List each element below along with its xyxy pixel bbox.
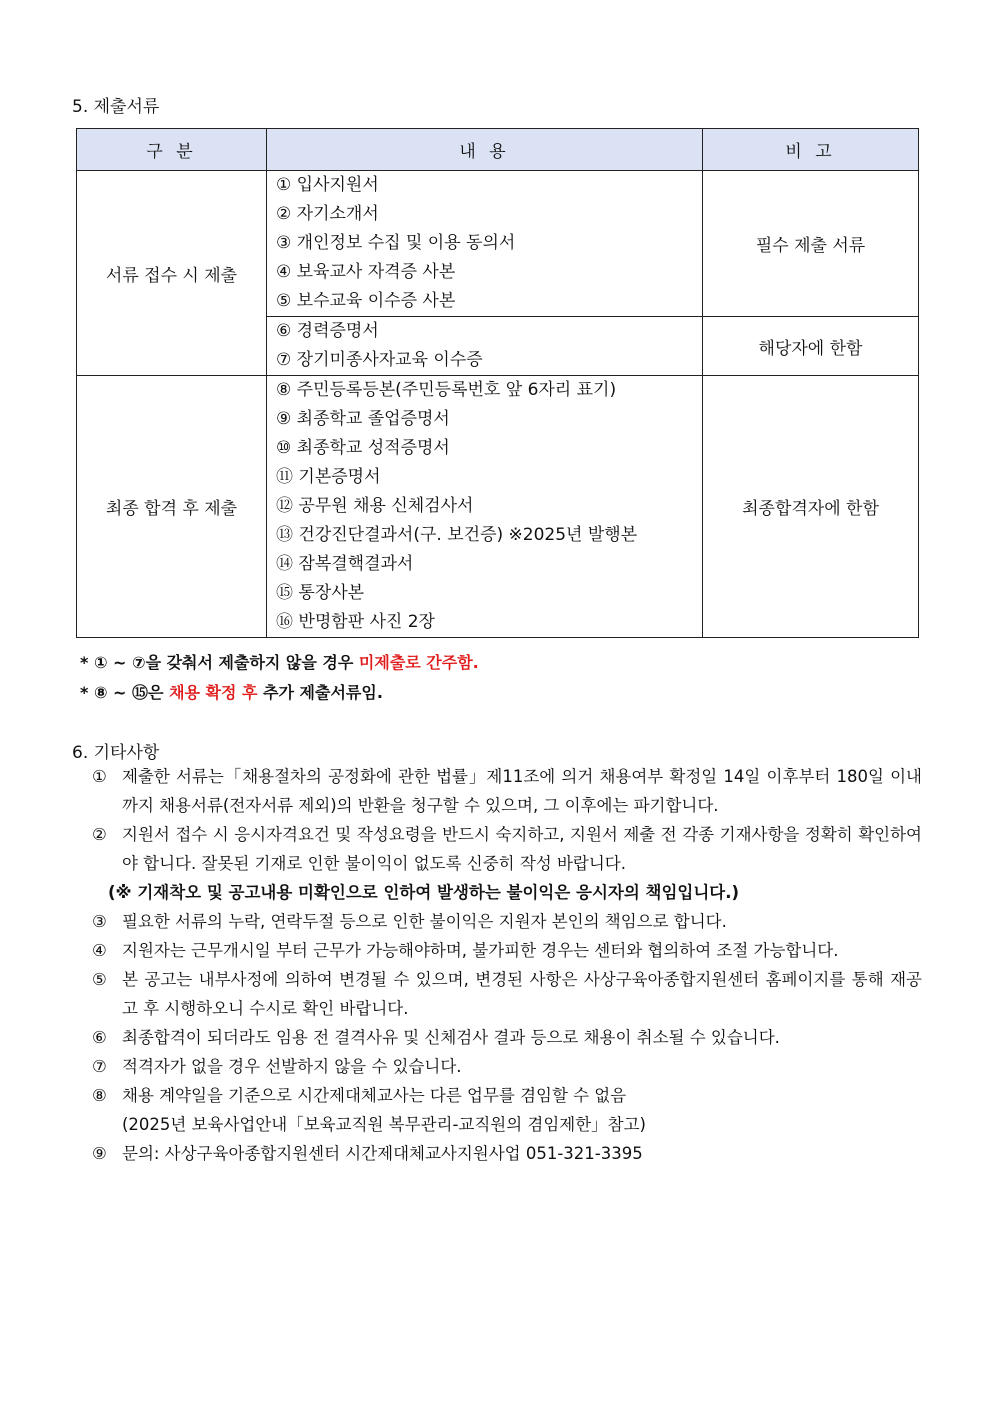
item-number: ① <box>92 767 107 786</box>
item-text <box>122 1081 922 1139</box>
item-number: ④ <box>92 941 107 960</box>
section-5-title: 5. 제출서류 <box>72 97 160 117</box>
list-item <box>92 1139 922 1168</box>
item-text: 지원서 접수 시 응시자격요건 및 작성요령을 반드시 숙지하고, 지원서 제출 전 각종 기재사항을 정확히 확인하여야 합니다. 잘못된 기재로 인한 불이익이 없도록 신중히 작성 바랍니다. <box>122 825 922 873</box>
list-item: ⑫ 공무원 채용 신체검사서 <box>276 496 474 516</box>
item-sub-text: (2025년 보육사업안내「보육교직원 복무관리-교직원의 겸임제한」참고) <box>122 1115 646 1134</box>
list-item: ④ 보육교사 자격증 사본 <box>276 262 456 282</box>
list-item <box>92 965 922 1023</box>
items-cell <box>267 376 703 638</box>
list-item <box>92 907 922 936</box>
note-cell: 필수 제출 서류 <box>703 171 919 317</box>
item-number: ⑥ <box>92 1028 107 1047</box>
list-item: ⑥ 경력증명서 <box>276 321 379 341</box>
list-item <box>92 1052 922 1081</box>
item-text: 적격자가 없을 경우 선발하지 않을 수 있습니다. <box>122 1057 462 1076</box>
note-cell: 최종합격자에 한함 <box>703 376 919 638</box>
list-item: ⑬ 건강진단결과서(구. 보건증) ※2025년 발행본 <box>276 525 638 545</box>
note-cell: 해당자에 한함 <box>703 317 919 376</box>
list-item: ⑪ 기본증명서 <box>276 467 381 487</box>
list-item: ⑮ 통장사본 <box>276 583 365 603</box>
item-number: ⑨ <box>92 1144 107 1163</box>
list-item: ⑨ 최종학교 졸업증명서 <box>276 409 450 429</box>
documents-table <box>76 128 919 638</box>
list-item: ⑩ 최종학교 성적증명서 <box>276 438 450 458</box>
submission-note-2 <box>80 680 383 703</box>
note-text: * ⑧ ~ ⑮은 <box>80 683 170 702</box>
list-item: ② 자기소개서 <box>276 204 379 224</box>
category-cell: 최종 합격 후 제출 <box>77 376 267 638</box>
item-text: 지원자는 근무개시일 부터 근무가 가능해야하며, 불가피한 경우는 센터와 협의하여 조절 가능합니다. <box>122 941 839 960</box>
item-text: 최종합격이 되더라도 임용 전 결격사유 및 신체검사 결과 등으로 채용이 취소될 수 있습니다. <box>122 1028 780 1047</box>
section-6-title: 6. 기타사항 <box>72 743 160 763</box>
note-highlight: 채용 확정 후 <box>169 683 258 702</box>
list-item <box>92 1023 922 1052</box>
submission-note-1 <box>80 650 479 673</box>
items-cell <box>267 317 703 376</box>
table-header-row <box>77 129 919 171</box>
item-text: 본 공고는 내부사정에 의하여 변경될 수 있으며, 변경된 사항은 사상구육아종합지원센터 홈페이지를 통해 재공고 후 시행하오니 수시로 확인 바랍니다. <box>122 970 922 1018</box>
item-number: ③ <box>92 912 107 931</box>
note-text: 추가 제출서류임. <box>257 683 383 702</box>
category-cell: 서류 접수 시 제출 <box>77 171 267 376</box>
list-item: ① 입사지원서 <box>276 175 379 195</box>
list-item <box>92 762 922 820</box>
header-category: 구 분 <box>77 129 267 171</box>
misc-list <box>92 762 922 1168</box>
item-number: ⑤ <box>92 970 107 989</box>
item-text: 문의: 사상구육아종합지원센터 시간제대체교사지원사업 051-321-3395 <box>122 1144 643 1163</box>
item-text: 필요한 서류의 누락, 연락두절 등으로 인한 불이익은 지원자 본인의 책임으로 합니다. <box>122 912 727 931</box>
item-number: ⑦ <box>92 1057 107 1076</box>
list-item: ⑧ 주민등록등본(주민등록번호 앞 6자리 표기) <box>276 380 617 400</box>
item-text: 제출한 서류는「채용절차의 공정화에 관한 법률」제11조에 의거 채용여부 확정일 14일 이후부터 180일 이내까지 채용서류(전자서류 제외)의 반환을 청구할 수 있으며, 그 이후에는 파기합니다. <box>122 767 922 815</box>
item-number: ⑧ <box>92 1086 107 1105</box>
note-text: * ① ~ ⑦을 갖춰서 제출하지 않을 경우 <box>80 653 359 672</box>
list-item: ③ 개인정보 수집 및 이용 동의서 <box>276 233 516 253</box>
list-item: ⑭ 잠복결핵결과서 <box>276 554 414 574</box>
item-number: ② <box>92 825 107 844</box>
list-item: ⑦ 장기미종사자교육 이수증 <box>276 350 483 370</box>
list-item <box>92 1081 922 1139</box>
list-item <box>92 936 922 965</box>
table-row <box>77 376 919 638</box>
warning-text: (※ 기재착오 및 공고내용 미확인으로 인하여 발생하는 불이익은 응시자의 책임입니다.) <box>108 883 740 902</box>
note-highlight: 미제출로 간주함. <box>358 653 479 672</box>
header-content: 내 용 <box>267 129 703 171</box>
table-row <box>77 171 919 317</box>
list-item: ⑤ 보수교육 이수증 사본 <box>276 291 456 311</box>
item-main-text: 채용 계약일을 기준으로 시간제대체교사는 다른 업무를 겸임할 수 없음 <box>122 1086 627 1105</box>
list-item <box>92 820 922 878</box>
list-item: ⑯ 반명함판 사진 2장 <box>276 612 435 632</box>
items-cell <box>267 171 703 317</box>
header-note: 비 고 <box>703 129 919 171</box>
